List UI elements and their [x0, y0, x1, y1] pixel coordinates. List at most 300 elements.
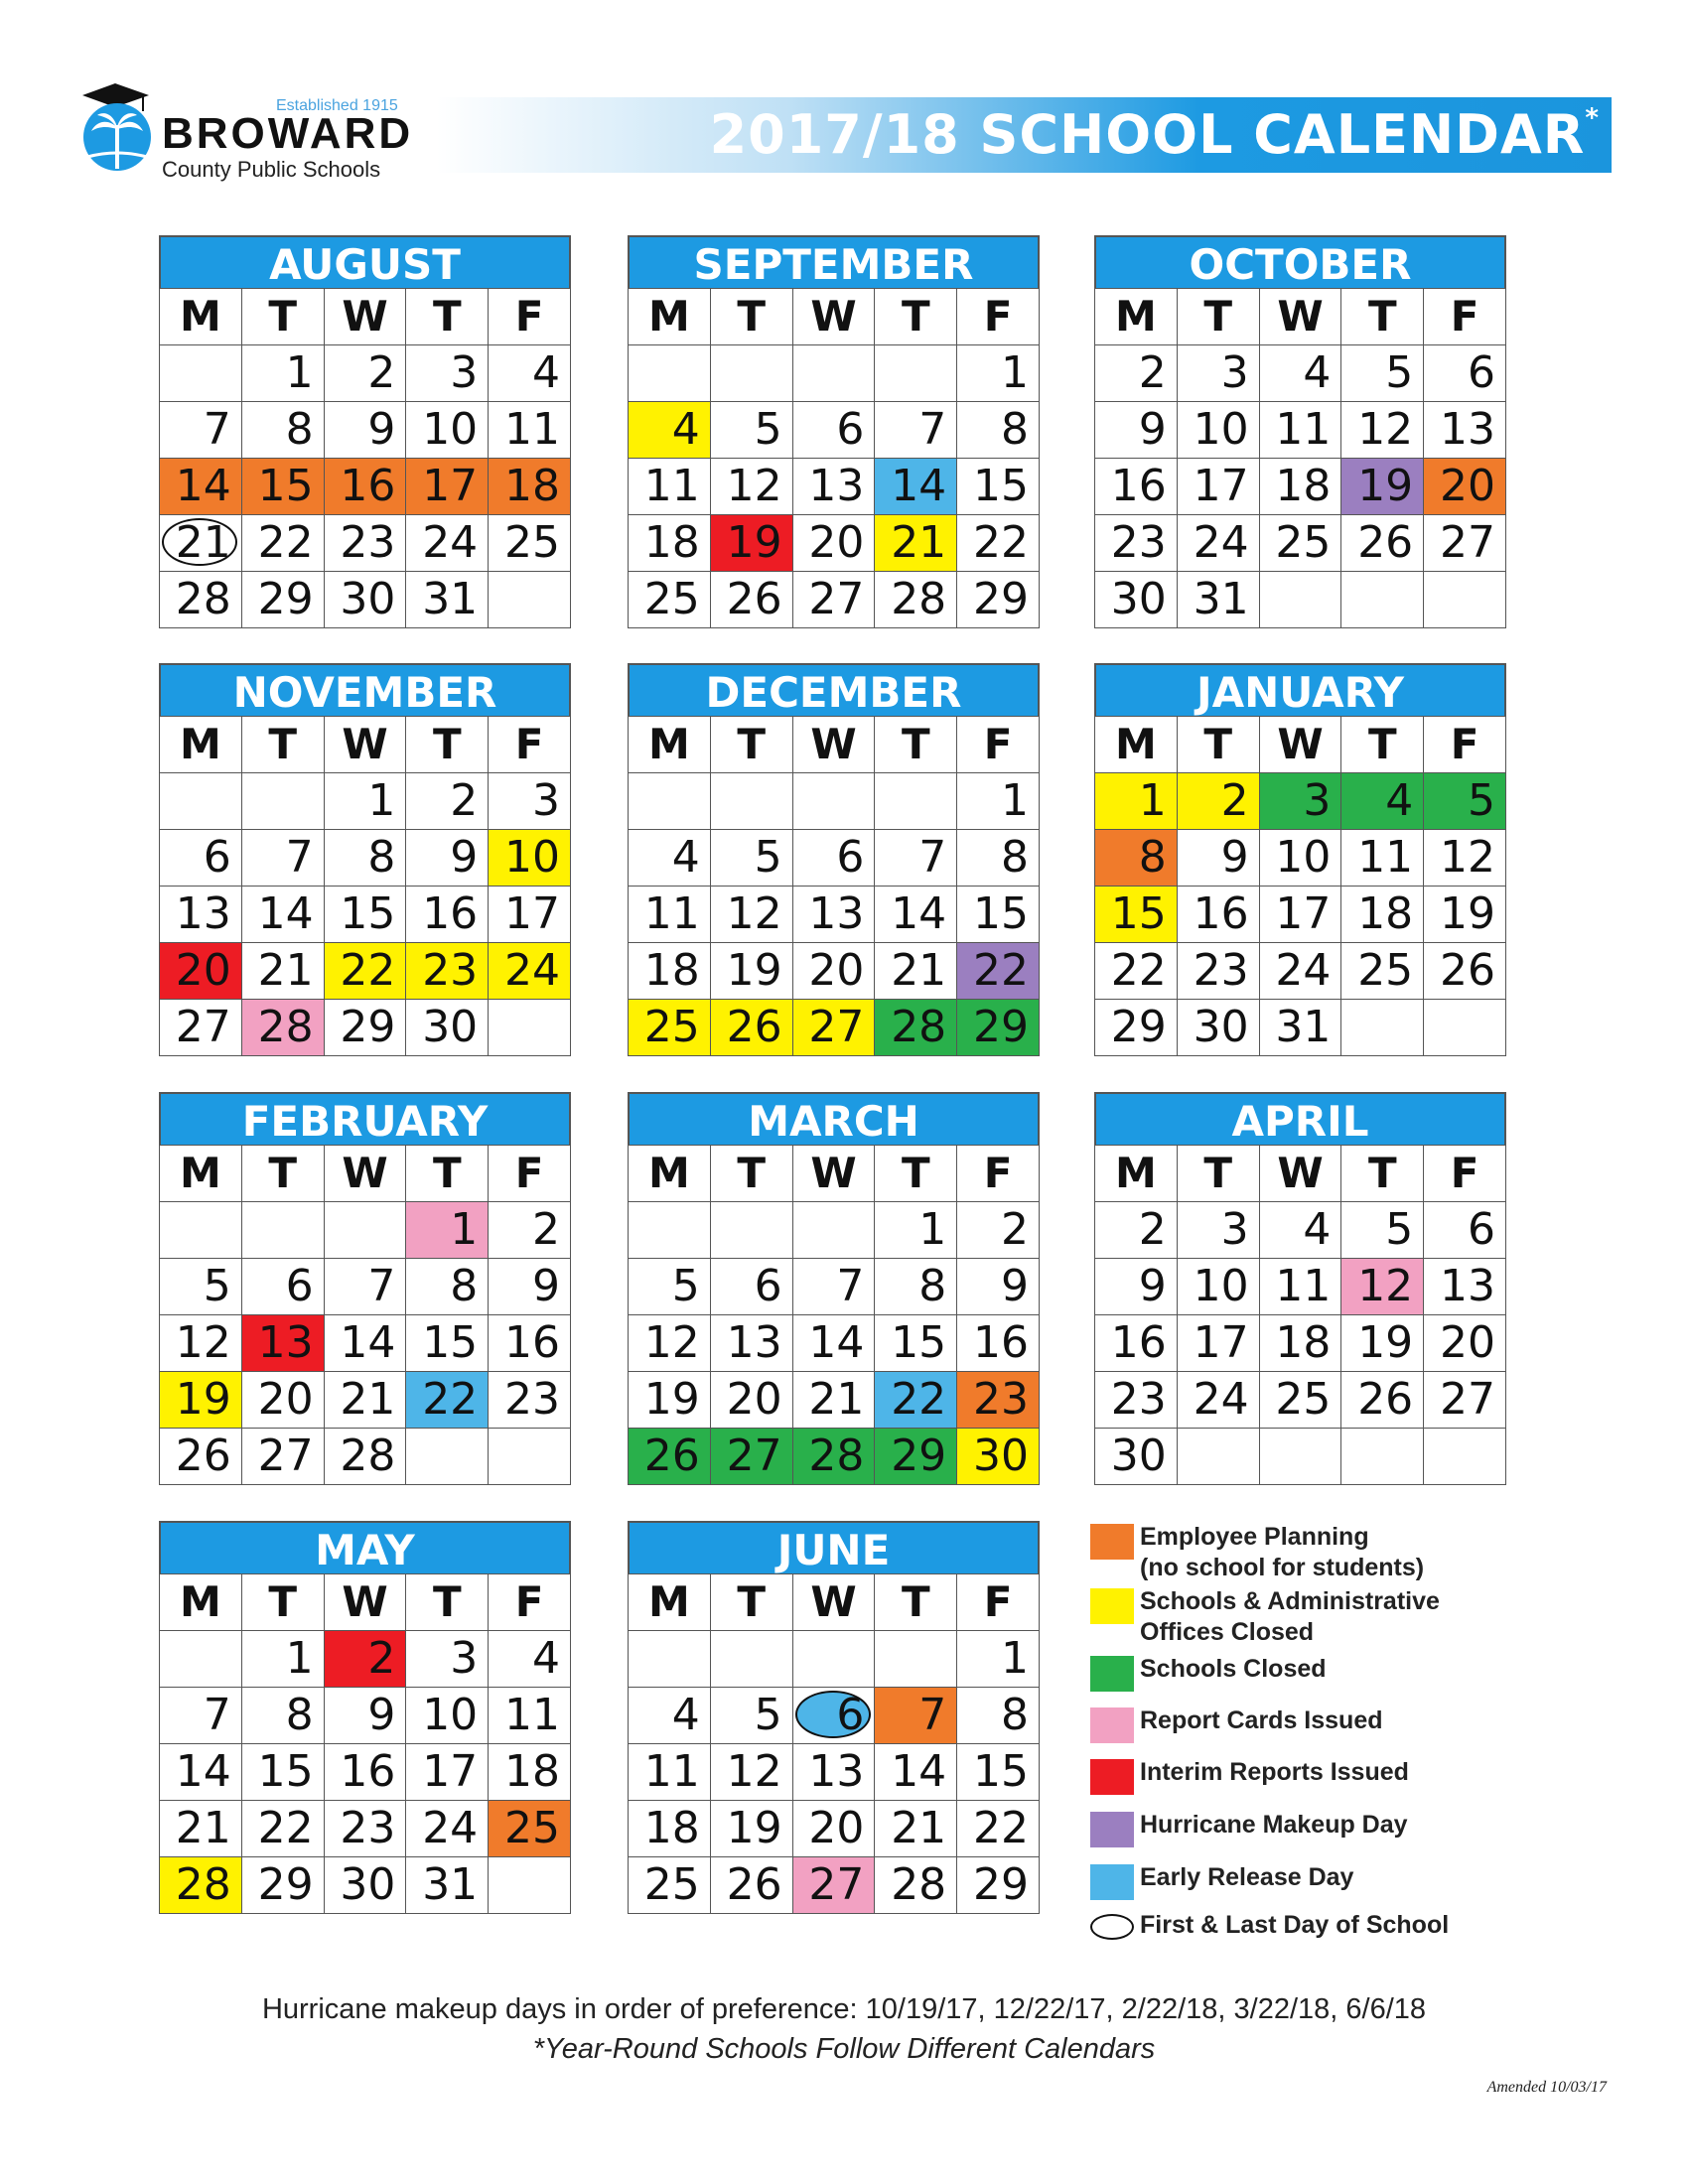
- day-number: 5: [203, 1261, 231, 1311]
- page-header: [0, 0, 1688, 199]
- day-number: 3: [450, 347, 479, 398]
- month-grid: [159, 1145, 571, 1485]
- day-cell: [710, 402, 792, 459]
- weekday-header: M: [1095, 1146, 1178, 1202]
- week-row: [1095, 943, 1506, 1000]
- day-number: 17: [1193, 461, 1249, 511]
- weekday-header: W: [324, 1574, 406, 1631]
- weekday-header: T: [1341, 289, 1424, 345]
- month-december: [628, 663, 1040, 1056]
- day-number: 14: [891, 1746, 947, 1797]
- day-cell: [629, 1688, 711, 1744]
- day-cell: [1259, 887, 1341, 943]
- day-number: 24: [1193, 517, 1249, 568]
- day-cell: [792, 943, 875, 1000]
- month-grid: [628, 1145, 1040, 1485]
- day-cell: [710, 515, 792, 572]
- day-number: 22: [973, 945, 1029, 996]
- weekday-header: M: [629, 717, 711, 773]
- day-cell: [406, 572, 489, 628]
- weekday-row: [629, 289, 1040, 345]
- month-june: [628, 1521, 1040, 1914]
- month-grid: [1094, 1145, 1506, 1485]
- week-row: [1095, 515, 1506, 572]
- day-cell: [324, 345, 406, 402]
- logo-name: BROWARD: [162, 109, 414, 158]
- day-cell: [1259, 1372, 1341, 1429]
- day-cell: [792, 1372, 875, 1429]
- day-number: 4: [671, 404, 700, 455]
- day-cell: [957, 887, 1040, 943]
- day-number: 10: [422, 1690, 479, 1740]
- day-cell: [1424, 943, 1506, 1000]
- day-number: 4: [1303, 347, 1332, 398]
- day-number: 6: [836, 404, 865, 455]
- day-cell: [489, 1688, 571, 1744]
- day-cell: [1177, 773, 1259, 830]
- weekday-header: F: [957, 1574, 1040, 1631]
- empty-cell: [160, 773, 242, 830]
- legend-label: Schools Closed: [1140, 1655, 1327, 1683]
- day-cell: [1177, 345, 1259, 402]
- day-number: 14: [257, 888, 314, 939]
- day-number: 9: [367, 404, 396, 455]
- day-cell: [1095, 1202, 1178, 1259]
- day-number: 22: [257, 517, 314, 568]
- week-row: [629, 1744, 1040, 1801]
- day-number: 25: [643, 574, 700, 624]
- day-cell: [957, 943, 1040, 1000]
- day-number: 2: [1220, 775, 1249, 826]
- empty-cell: [792, 773, 875, 830]
- day-number: 21: [257, 945, 314, 996]
- day-number: 26: [726, 1859, 782, 1910]
- day-number: 12: [1357, 404, 1414, 455]
- empty-cell: [324, 1202, 406, 1259]
- day-cell: [406, 459, 489, 515]
- day-cell: [241, 402, 324, 459]
- day-number: 2: [367, 1633, 396, 1684]
- weekday-header: F: [957, 1146, 1040, 1202]
- day-number: 19: [726, 1803, 782, 1853]
- day-cell: [792, 515, 875, 572]
- day-number: 29: [257, 1859, 314, 1910]
- day-number: 22: [891, 1374, 947, 1425]
- day-number: 1: [285, 1633, 314, 1684]
- empty-cell: [160, 1202, 242, 1259]
- day-number: 15: [422, 1317, 479, 1368]
- weekday-header: M: [160, 289, 242, 345]
- weekday-header: W: [1259, 717, 1341, 773]
- weekday-header: T: [406, 717, 489, 773]
- day-cell: [324, 1259, 406, 1315]
- day-number: 22: [973, 1803, 1029, 1853]
- day-cell: [957, 830, 1040, 887]
- month-september: [628, 235, 1040, 628]
- week-row: [629, 345, 1040, 402]
- legend-swatch: [1090, 1812, 1134, 1847]
- day-cell: [1177, 1202, 1259, 1259]
- day-number: 8: [1001, 404, 1029, 455]
- day-cell: [1177, 459, 1259, 515]
- day-cell: [629, 515, 711, 572]
- week-row: [1095, 1000, 1506, 1056]
- empty-cell: [629, 1202, 711, 1259]
- day-number: 2: [1138, 1204, 1167, 1255]
- day-number: 14: [891, 888, 947, 939]
- day-cell: [489, 1259, 571, 1315]
- day-cell: [629, 1857, 711, 1914]
- day-number: 30: [340, 574, 396, 624]
- day-cell: [629, 943, 711, 1000]
- legend-swatch: [1090, 1759, 1134, 1795]
- weekday-header: T: [241, 717, 324, 773]
- weekday-row: [160, 289, 571, 345]
- week-row: [1095, 830, 1506, 887]
- day-cell: [160, 1259, 242, 1315]
- weekday-header: F: [489, 717, 571, 773]
- day-cell: [875, 1857, 957, 1914]
- day-number: 25: [643, 1002, 700, 1052]
- day-cell: [324, 943, 406, 1000]
- day-number: 1: [367, 775, 396, 826]
- day-number: 13: [726, 1317, 782, 1368]
- legend-label: Schools & Administrative Offices Closed: [1140, 1587, 1440, 1646]
- day-cell: [1095, 1259, 1178, 1315]
- empty-cell: [875, 773, 957, 830]
- day-cell: [241, 887, 324, 943]
- day-number: 24: [422, 1803, 479, 1853]
- weekday-header: T: [1177, 1146, 1259, 1202]
- day-cell: [1177, 515, 1259, 572]
- day-cell: [241, 459, 324, 515]
- weekday-row: [1095, 1146, 1506, 1202]
- day-number: 18: [643, 945, 700, 996]
- day-cell: [1424, 402, 1506, 459]
- day-cell: [629, 1259, 711, 1315]
- day-number: 23: [1193, 945, 1249, 996]
- month-april: [1094, 1092, 1506, 1485]
- day-number: 30: [973, 1431, 1029, 1481]
- empty-cell: [241, 773, 324, 830]
- day-cell: [629, 1429, 711, 1485]
- month-title: DECEMBER: [628, 663, 1040, 716]
- day-cell: [406, 887, 489, 943]
- day-number: 15: [973, 888, 1029, 939]
- day-cell: [1341, 1202, 1424, 1259]
- week-row: [629, 572, 1040, 628]
- day-cell: [875, 830, 957, 887]
- day-cell: [957, 1631, 1040, 1688]
- day-cell: [792, 1429, 875, 1485]
- empty-cell: [792, 345, 875, 402]
- day-cell: [1259, 345, 1341, 402]
- day-number: 12: [175, 1317, 231, 1368]
- day-cell: [406, 1372, 489, 1429]
- day-number: 18: [1357, 888, 1414, 939]
- day-cell: [406, 1744, 489, 1801]
- day-number: 14: [891, 461, 947, 511]
- empty-cell: [241, 1202, 324, 1259]
- day-cell: [1177, 1259, 1259, 1315]
- week-row: [1095, 459, 1506, 515]
- day-cell: [710, 1429, 792, 1485]
- day-number: 18: [504, 1746, 560, 1797]
- empty-cell: [1259, 572, 1341, 628]
- week-row: [1095, 773, 1506, 830]
- day-number: 23: [1110, 1374, 1167, 1425]
- month-title: APRIL: [1094, 1092, 1506, 1145]
- week-row: [160, 1744, 571, 1801]
- day-number: 20: [1440, 1317, 1495, 1368]
- day-cell: [629, 887, 711, 943]
- day-cell: [629, 1744, 711, 1801]
- legend-swatch: [1090, 1588, 1134, 1624]
- week-row: [160, 830, 571, 887]
- day-number: 25: [1275, 1374, 1332, 1425]
- day-number: 26: [1357, 517, 1414, 568]
- day-number: 12: [1440, 832, 1495, 883]
- day-number: 20: [257, 1374, 314, 1425]
- day-number: 28: [340, 1431, 396, 1481]
- day-number: 15: [1110, 888, 1167, 939]
- day-number: 16: [1110, 461, 1167, 511]
- day-number: 13: [808, 461, 865, 511]
- day-number: 22: [973, 517, 1029, 568]
- weekday-header: F: [1424, 289, 1506, 345]
- day-number: 20: [808, 1803, 865, 1853]
- week-row: [629, 830, 1040, 887]
- day-cell: [792, 1259, 875, 1315]
- month-title: OCTOBER: [1094, 235, 1506, 288]
- day-cell: [324, 572, 406, 628]
- empty-cell: [875, 1631, 957, 1688]
- weekday-header: T: [875, 1574, 957, 1631]
- week-row: [160, 1315, 571, 1372]
- day-number: 6: [836, 832, 865, 883]
- day-cell: [629, 1000, 711, 1056]
- day-cell: [1341, 887, 1424, 943]
- legend-swatch: [1090, 1707, 1134, 1743]
- day-cell: [489, 1631, 571, 1688]
- day-cell: [1095, 1429, 1178, 1485]
- legend-label: Interim Reports Issued: [1140, 1758, 1409, 1786]
- day-number: 1: [450, 1204, 479, 1255]
- week-row: [160, 1259, 571, 1315]
- day-number: 13: [1440, 1261, 1495, 1311]
- day-cell: [160, 1857, 242, 1914]
- week-row: [629, 1000, 1040, 1056]
- day-cell: [241, 830, 324, 887]
- weekday-header: W: [792, 717, 875, 773]
- day-number: 7: [285, 832, 314, 883]
- week-row: [629, 773, 1040, 830]
- day-number: 12: [643, 1317, 700, 1368]
- week-row: [629, 1857, 1040, 1914]
- day-cell: [629, 1315, 711, 1372]
- day-cell: [1177, 943, 1259, 1000]
- empty-cell: [1341, 1000, 1424, 1056]
- weekday-header: T: [875, 1146, 957, 1202]
- day-cell: [1177, 830, 1259, 887]
- day-number: 15: [340, 888, 396, 939]
- day-number: 23: [973, 1374, 1029, 1425]
- day-cell: [160, 887, 242, 943]
- day-cell: [324, 1631, 406, 1688]
- day-cell: [792, 1315, 875, 1372]
- month-title: FEBRUARY: [159, 1092, 571, 1145]
- day-cell: [1177, 887, 1259, 943]
- day-cell: [1095, 1372, 1178, 1429]
- title-band: [437, 97, 1612, 173]
- day-number: 9: [532, 1261, 560, 1311]
- day-cell: [792, 572, 875, 628]
- day-number: 12: [726, 888, 782, 939]
- day-number: 28: [175, 1859, 231, 1910]
- weekday-header: T: [1177, 717, 1259, 773]
- day-cell: [160, 572, 242, 628]
- day-cell: [489, 515, 571, 572]
- day-number: 13: [175, 888, 231, 939]
- day-cell: [324, 1801, 406, 1857]
- day-number: 3: [532, 775, 560, 826]
- day-number: 26: [726, 574, 782, 624]
- day-cell: [489, 1315, 571, 1372]
- empty-cell: [1177, 1429, 1259, 1485]
- week-row: [160, 345, 571, 402]
- day-number: 25: [504, 1803, 560, 1853]
- day-number: 16: [973, 1317, 1029, 1368]
- day-cell: [792, 459, 875, 515]
- empty-cell: [489, 572, 571, 628]
- day-number: 25: [504, 517, 560, 568]
- day-cell: [489, 345, 571, 402]
- day-cell: [406, 1857, 489, 1914]
- day-number: 6: [836, 1690, 865, 1740]
- day-cell: [710, 459, 792, 515]
- day-number: 28: [808, 1431, 865, 1481]
- day-cell: [875, 943, 957, 1000]
- year-round-note: *Year-Round Schools Follow Different Calendars: [532, 2033, 1156, 2065]
- day-cell: [1424, 773, 1506, 830]
- day-number: 1: [918, 1204, 947, 1255]
- day-cell: [324, 515, 406, 572]
- day-cell: [241, 1744, 324, 1801]
- day-number: 7: [203, 404, 231, 455]
- weekday-header: M: [629, 1146, 711, 1202]
- day-number: 18: [1275, 1317, 1332, 1368]
- day-cell: [875, 887, 957, 943]
- week-row: [629, 402, 1040, 459]
- day-number: 8: [285, 1690, 314, 1740]
- day-number: 13: [1440, 404, 1495, 455]
- weekday-header: T: [241, 1574, 324, 1631]
- day-cell: [489, 1744, 571, 1801]
- weekday-header: T: [875, 289, 957, 345]
- day-cell: [324, 1315, 406, 1372]
- day-cell: [957, 1259, 1040, 1315]
- weekday-header: M: [1095, 717, 1178, 773]
- day-cell: [710, 1744, 792, 1801]
- day-number: 30: [1110, 574, 1167, 624]
- month-grid: [1094, 716, 1506, 1056]
- day-cell: [1259, 515, 1341, 572]
- week-row: [1095, 572, 1506, 628]
- weekday-header: W: [792, 289, 875, 345]
- day-cell: [241, 1372, 324, 1429]
- empty-cell: [1341, 1429, 1424, 1485]
- day-cell: [792, 1801, 875, 1857]
- day-cell: [489, 1202, 571, 1259]
- day-number: 29: [1110, 1002, 1167, 1052]
- day-number: 15: [973, 1746, 1029, 1797]
- week-row: [160, 572, 571, 628]
- day-number: 30: [340, 1859, 396, 1910]
- month-august: [159, 235, 571, 628]
- day-number: 21: [175, 517, 231, 568]
- day-number: 4: [671, 1690, 700, 1740]
- day-number: 4: [671, 832, 700, 883]
- day-number: 19: [643, 1374, 700, 1425]
- day-number: 30: [422, 1002, 479, 1052]
- day-cell: [406, 830, 489, 887]
- day-number: 7: [367, 1261, 396, 1311]
- day-number: 25: [643, 1859, 700, 1910]
- day-cell: [1177, 1000, 1259, 1056]
- day-number: 27: [257, 1431, 314, 1481]
- day-cell: [792, 1000, 875, 1056]
- day-number: 25: [1275, 517, 1332, 568]
- day-cell: [1424, 1259, 1506, 1315]
- day-cell: [1341, 459, 1424, 515]
- day-cell: [1095, 943, 1178, 1000]
- day-cell: [406, 773, 489, 830]
- day-cell: [710, 1688, 792, 1744]
- month-title: NOVEMBER: [159, 663, 571, 716]
- legend-swatch: [1090, 1656, 1134, 1692]
- day-cell: [489, 459, 571, 515]
- week-row: [1095, 1315, 1506, 1372]
- day-number: 22: [257, 1803, 314, 1853]
- day-number: 11: [1275, 1261, 1332, 1311]
- day-number: 12: [726, 1746, 782, 1797]
- day-cell: [241, 1801, 324, 1857]
- day-cell: [1341, 1259, 1424, 1315]
- day-cell: [324, 1744, 406, 1801]
- week-row: [1095, 1202, 1506, 1259]
- day-number: 29: [340, 1002, 396, 1052]
- day-cell: [241, 1259, 324, 1315]
- empty-cell: [489, 1429, 571, 1485]
- day-number: 4: [1385, 775, 1414, 826]
- day-number: 6: [285, 1261, 314, 1311]
- legend-label: Hurricane Makeup Day: [1140, 1811, 1408, 1839]
- week-row: [1095, 1372, 1506, 1429]
- month-october: [1094, 235, 1506, 628]
- day-number: 9: [1138, 1261, 1167, 1311]
- day-number: 8: [918, 1261, 947, 1311]
- day-cell: [957, 1744, 1040, 1801]
- day-cell: [489, 887, 571, 943]
- day-number: 20: [808, 517, 865, 568]
- day-number: 18: [643, 517, 700, 568]
- day-cell: [1341, 773, 1424, 830]
- legend-swatch: [1090, 1864, 1134, 1900]
- week-row: [160, 1857, 571, 1914]
- day-cell: [875, 1801, 957, 1857]
- day-number: 25: [1357, 945, 1414, 996]
- day-cell: [1424, 1372, 1506, 1429]
